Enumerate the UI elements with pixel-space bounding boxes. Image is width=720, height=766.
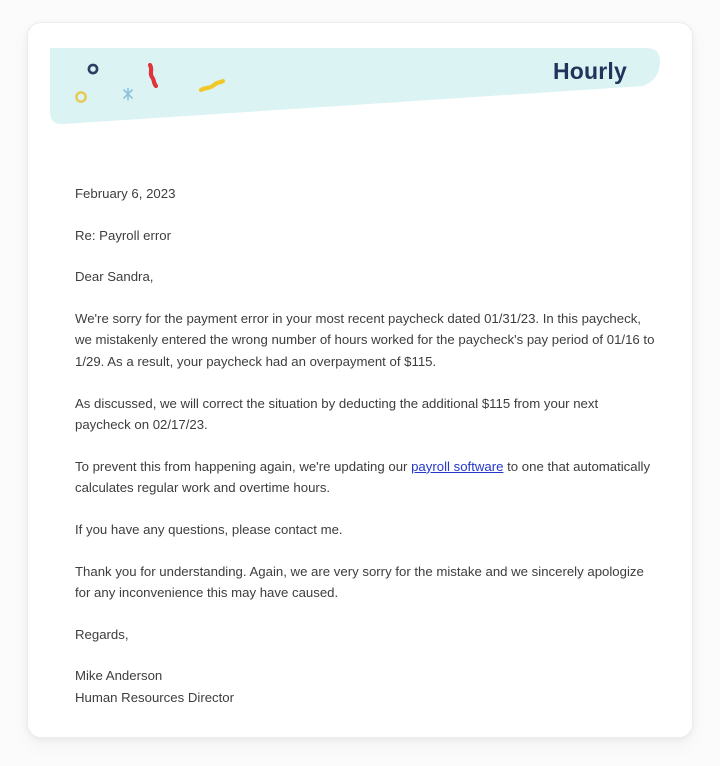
letter-subject: Re: Payroll error	[75, 227, 172, 243]
signer-name: Mike Anderson	[75, 668, 163, 684]
payroll-software-link[interactable]: payroll software	[411, 458, 504, 474]
letter-paragraph-2: As discussed, we will correct the situation by deducting the additional $115 from your next paycheck on 02/17/23.	[75, 395, 599, 433]
signature-block	[75, 665, 655, 708]
letter-card	[27, 22, 693, 738]
signer-title: Human Resources Director	[75, 689, 235, 705]
letterhead-banner	[50, 46, 661, 124]
letter-closing: Regards,	[75, 626, 129, 642]
letter-paragraph-5: Thank you for understanding. Again, we are very sorry for the mistake and we sincerely apologize for any inconvenience this may have caused.	[75, 563, 644, 601]
paragraph-3-lead-text: To prevent this from happening again, we're updating our	[75, 458, 412, 474]
letter-salutation: Dear Sandra,	[75, 269, 154, 285]
letter-body	[75, 183, 655, 709]
letter-date: February 6, 2023	[75, 186, 176, 201]
paragraph-3-trail-text: to one that automatically calculates regular work and overtime hours.	[75, 458, 651, 496]
letter-paragraph-3	[75, 456, 655, 499]
brand-wordmark: Hourly	[552, 58, 627, 84]
letter-paragraph-4: If you have any questions, please contact me.	[75, 521, 343, 537]
letter-paragraph-1: We're sorry for the payment error in your most recent paycheck dated 01/31/23. In this paycheck, we mistakenly entered the wrong number of hours worked for the paycheck's pay period of 01/16 to 1/29. As a result, your paycheck had an overpayment of $115.	[75, 310, 655, 369]
